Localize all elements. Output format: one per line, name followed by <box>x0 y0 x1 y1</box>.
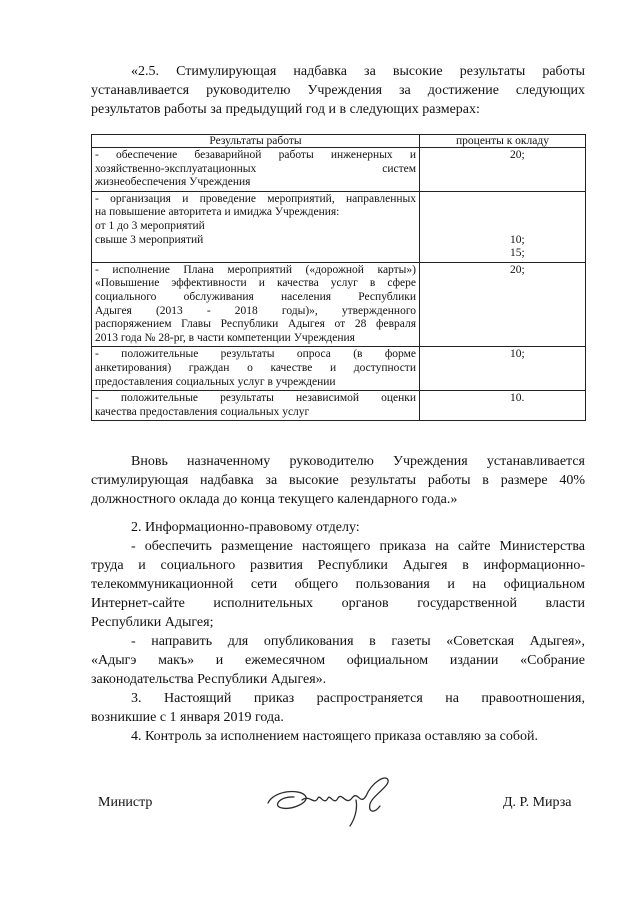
cell-line: анкетирования) граждан о качестве и доступности <box>95 361 416 374</box>
paragraph-line: Республики Адыгея; <box>91 615 214 630</box>
cell-line: на повышение авторитета и имиджа Учреждения: <box>95 206 340 219</box>
cell-line: 2013 года № 28-рг, в части компетенции Учреждения <box>95 331 355 344</box>
table-row <box>92 391 586 421</box>
percent-value: 10. <box>510 392 525 405</box>
intro-line: устанавливается руководителю Учреждения за достижение следующих <box>91 83 585 98</box>
percent-value: 15; <box>510 247 525 260</box>
percent-value <box>510 220 582 234</box>
table-header-row <box>92 135 586 148</box>
cell-line: - исполнение Плана мероприятий («дорожной карты») <box>95 263 416 276</box>
cell-line: социального обслуживания населения Республики <box>95 290 416 303</box>
section-3 <box>91 689 585 727</box>
result-cell <box>92 148 420 192</box>
intro-paragraph <box>91 62 585 119</box>
intro-line: результатов работы за предыдущий год и в следующих размерах: <box>91 102 480 117</box>
table-row <box>92 262 586 347</box>
cell-line: свыше 3 мероприятий <box>95 233 204 246</box>
cell-line: предоставления социальных услуг в учреждении <box>95 375 336 388</box>
result-cell <box>92 191 420 262</box>
handwritten-signature <box>262 770 402 830</box>
paragraph-line: «Адыгэ макъ» и ежемесячном официальном издании «Собрание <box>91 653 585 668</box>
signatory-position: Министр <box>98 795 153 810</box>
table-row <box>92 191 586 262</box>
cell-line: жизнеобеспечения Учреждения <box>95 176 251 189</box>
percent-cell <box>420 347 586 391</box>
percent-value: 10; <box>510 233 525 246</box>
section-4 <box>91 727 585 746</box>
results-table <box>91 134 586 421</box>
paragraph-line: стимулирующая надбавка за высокие результаты работы в размере 40% <box>91 473 585 488</box>
result-cell <box>92 262 420 347</box>
paragraph-line: 4. Контроль за исполнением настоящего приказа оставляю за собой. <box>131 729 539 744</box>
paragraph-line: - обеспечить размещение настоящего приказа на сайте Министерства <box>131 539 585 554</box>
paragraph-line: Вновь назначенному руководителю Учреждения устанавливается <box>131 454 585 469</box>
column-header-results: Результаты работы <box>92 135 420 148</box>
paragraph-line: возникшие с 1 января 2019 года. <box>91 710 284 725</box>
result-cell <box>92 347 420 391</box>
paragraph-line: телекоммуникационной сети общего пользования и на официальном <box>91 577 585 592</box>
percent-value <box>510 206 582 220</box>
percent-cell <box>420 391 586 421</box>
section-2-heading: 2. Информационно-правовому отделу: <box>131 520 360 535</box>
percent-cell <box>420 148 586 192</box>
cell-line: - организация и проведение мероприятий, направленных <box>95 192 416 205</box>
percent-value: 20; <box>510 263 525 276</box>
paragraph-line: труда и социального развития Республики Адыгея в информационно- <box>91 558 585 573</box>
after-table-paragraph <box>91 452 585 509</box>
cell-line: Адыгея (2013 - 2018 годы)», утвержденного <box>95 304 416 317</box>
percent-value: 20; <box>510 149 525 161</box>
paragraph-line: должностного оклада до конца текущего календарного года.» <box>91 492 458 507</box>
paragraph-line: законодательства Республики Адыгея». <box>91 672 327 687</box>
cell-line: распоряжением Главы Республики Адыгея от 28 февраля <box>95 318 416 331</box>
signatory-name: Д. Р. Мирза <box>503 795 572 810</box>
section-2 <box>91 518 585 689</box>
cell-line: качества предоставления социальных услуг <box>95 405 310 418</box>
percent-cell <box>420 262 586 347</box>
intro-line: «2.5. Стимулирующая надбавка за высокие результаты работы <box>131 64 585 79</box>
paragraph-line: - направить для опубликования в газеты «Советская Адыгея», <box>131 634 585 649</box>
table-row <box>92 347 586 391</box>
column-header-percent: проценты к окладу <box>420 135 586 148</box>
result-cell <box>92 391 420 421</box>
percent-value <box>510 193 582 207</box>
paragraph-line: Интернет-сайте исполнительных органов государственной власти <box>91 596 585 611</box>
percent-value: 10; <box>510 348 525 361</box>
cell-line: - обеспечение безаварийной работы инженерных и <box>95 149 416 161</box>
cell-line: «Повышение эффективности и качества услуг в сфере <box>95 277 416 290</box>
cell-line: - положительные результаты опроса (в форме <box>95 348 416 361</box>
cell-line: от 1 до 3 мероприятий <box>95 219 205 232</box>
cell-line: - положительные результаты независимой оценки <box>95 392 416 405</box>
cell-line: хозяйственно-эксплуатационных систем <box>95 162 416 175</box>
table-row <box>92 148 586 192</box>
paragraph-line: 3. Настоящий приказ распространяется на правоотношения, <box>131 691 585 706</box>
percent-cell <box>420 191 586 262</box>
